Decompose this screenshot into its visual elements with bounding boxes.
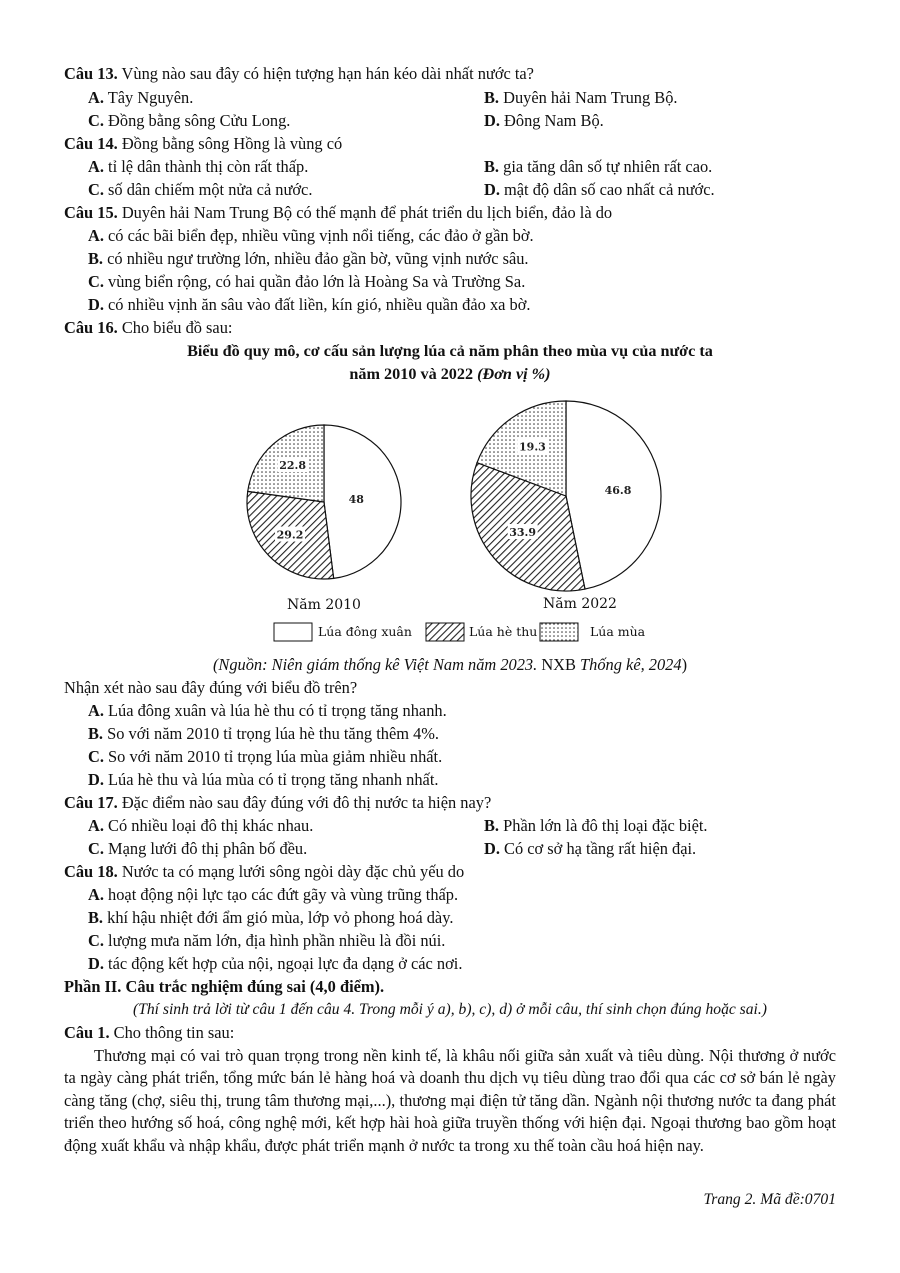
question-13-text: Vùng nào sau đây có hiện tượng hạn hán kéo dài nhất nước ta? — [117, 64, 534, 83]
legend-swatch-lua-he-thu — [426, 623, 464, 641]
pie-2022-year-label: Năm 2022 — [543, 596, 617, 612]
question-17-label: Câu 17. — [64, 793, 118, 812]
q13-option-a: A. Tây Nguyên. — [88, 88, 194, 107]
source-book: Thống kê, 2024 — [580, 655, 682, 674]
q13-option-c: C. Đồng bằng sông Cửu Long. — [88, 111, 291, 130]
chart-title-line-2 — [0, 363, 900, 386]
chart-title-years: năm 2010 và 2022 — [349, 365, 478, 383]
pie-2022-value-lua-mua: 19.3 — [519, 440, 546, 454]
q14-option-b: B. gia tăng dân số tự nhiên rất cao. — [484, 157, 713, 176]
pie-chart — [0, 390, 900, 655]
question-13 — [64, 63, 534, 86]
source-suffix: ) — [681, 655, 688, 674]
q17-option-c: C. Mạng lưới đô thị phân bố đều. — [88, 839, 308, 858]
pie-2022-value-lua-he-thu: 33.9 — [509, 526, 537, 540]
question-17-text: Đặc điểm nào sau đây đúng với đô thị nước ta hiện nay? — [117, 793, 492, 812]
chart-legend — [274, 623, 646, 641]
part-2-question-1-text: Cho thông tin sau: — [109, 1023, 235, 1042]
page-footer: Trang 2. Mã đề:0701 — [703, 1191, 836, 1208]
source-publisher: NXB — [537, 655, 581, 674]
pie-2010 — [247, 425, 401, 579]
pie-2010-year-label: Năm 2010 — [287, 597, 361, 613]
question-17 — [64, 792, 491, 815]
pie-2022-value-lua-dong-xuan: 46.8 — [604, 483, 632, 497]
q16-option-a: A. Lúa đông xuân và lúa hè thu có tỉ trọng tăng nhanh. — [88, 701, 447, 720]
question-14 — [64, 133, 342, 156]
pie-2010-value-lua-he-thu: 29.2 — [276, 528, 304, 542]
part-2-heading: Phần II. Câu trắc nghiệm đúng sai (4,0 điểm). — [64, 977, 385, 996]
question-14-label: Câu 14. — [64, 134, 118, 153]
chart-title-line-1: Biểu đồ quy mô, cơ cấu sản lượng lúa cả năm phân theo mùa vụ của nước ta — [187, 342, 713, 360]
question-14-text: Đồng bằng sông Hồng là vùng có — [117, 134, 343, 153]
q17-option-a: A. Có nhiều loại đô thị khác nhau. — [88, 816, 314, 835]
question-15-text: Duyên hải Nam Trung Bộ có thế mạnh để phát triển du lịch biển, đảo là do — [117, 203, 613, 222]
part-2-question-1-label: Câu 1. — [64, 1023, 110, 1042]
legend-swatch-lua-mua — [540, 623, 578, 641]
q18-option-a: A. hoạt động nội lực tạo các đứt gãy và vùng trũng thấp. — [88, 885, 459, 904]
question-16-label: Câu 16. — [64, 318, 118, 337]
legend-label-lua-mua: Lúa mùa — [590, 624, 646, 639]
question-18-label: Câu 18. — [64, 862, 118, 881]
chart-source — [0, 654, 900, 677]
q14-option-c: C. số dân chiếm một nửa cả nước. — [88, 180, 313, 199]
q15-option-c: C. vùng biển rộng, có hai quần đảo lớn là Hoàng Sa và Trường Sa. — [88, 272, 526, 291]
part-2-note: (Thí sinh trả lời từ câu 1 đến câu 4. Trong mỗi ý a), b), c), d) ở mỗi câu, thí sinh chọn đúng hoặc sai.) — [133, 1001, 767, 1018]
question-16 — [64, 317, 232, 340]
q16-option-c: C. So với năm 2010 tỉ trọng lúa mùa giảm nhiều nhất. — [88, 747, 443, 766]
q16-option-d: D. Lúa hè thu và lúa mùa có tỉ trọng tăng nhanh nhất. — [88, 770, 439, 789]
chart-title-unit: (Đơn vị %) — [477, 365, 551, 383]
question-18-text: Nước ta có mạng lưới sông ngòi dày đặc chủ yếu do — [117, 862, 465, 881]
legend-label-lua-dong-xuan: Lúa đông xuân — [318, 624, 412, 639]
q15-option-d: D. có nhiều vịnh ăn sâu vào đất liền, kín gió, nhiều quần đảo xa bờ. — [88, 295, 531, 314]
q16-option-b: B. So với năm 2010 tỉ trọng lúa hè thu tăng thêm 4%. — [88, 724, 440, 743]
pie-2022 — [471, 401, 661, 591]
source-prefix: (Nguồn: Niên giám thống kê Việt Nam năm 2023. — [212, 655, 538, 674]
question-18 — [64, 861, 464, 884]
q17-option-d: D. Có cơ sở hạ tầng rất hiện đại. — [484, 839, 697, 858]
question-15-label: Câu 15. — [64, 203, 118, 222]
question-16-text: Cho biểu đồ sau: — [117, 318, 233, 337]
part-2-question-1 — [64, 1022, 234, 1045]
q15-option-a: A. có các bãi biển đẹp, nhiều vũng vịnh nổi tiếng, các đảo ở gần bờ. — [88, 226, 534, 245]
q17-option-b: B. Phần lớn là đô thị loại đặc biệt. — [484, 816, 708, 835]
q18-option-c: C. lượng mưa năm lớn, địa hình phần nhiều là đồi núi. — [88, 931, 446, 950]
question-16-prompt: Nhận xét nào sau đây đúng với biểu đồ trên? — [64, 678, 358, 697]
commerce-paragraph: Thương mại có vai trò quan trọng trong nền kinh tế, là khâu nối giữa sản xuất và tiêu dùng. Nội thương ở nước ta ngày càng phát triển, tổng mức bán lẻ hàng hoá và doanh thu dịch vụ tiêu dùng trao đổi qua các cơ sở bán lẻ ngày càng tăng (chợ, siêu thị, trung tâm thương mại,...), thương mại điện tử tăng dần. Ngành nội thương nước ta đang phát triển theo hướng số hoá, công nghệ mới, kết hợp hài hoà giữa truyền thống với hiện đại. Ngoại thương bao gồm hoạt động xuất khẩu và nhập khẩu, được phát triển mạnh ở nước ta trong xu thế toàn cầu hoá hiện nay. — [64, 1046, 836, 1155]
q13-option-d: D. Đông Nam Bộ. — [484, 111, 604, 130]
q13-option-b: B. Duyên hải Nam Trung Bộ. — [484, 88, 678, 107]
q14-option-a: A. tỉ lệ dân thành thị còn rất thấp. — [88, 157, 309, 176]
legend-label-lua-he-thu: Lúa hè thu — [469, 624, 538, 639]
legend-swatch-lua-dong-xuan — [274, 623, 312, 641]
question-15 — [64, 202, 612, 225]
q14-option-d: D. mật độ dân số cao nhất cả nước. — [484, 180, 715, 199]
q18-option-d: D. tác động kết hợp của nội, ngoại lực đa dạng ở các nơi. — [88, 954, 463, 973]
q15-option-b: B. có nhiều ngư trường lớn, nhiều đảo gần bờ, vũng vịnh nước sâu. — [88, 249, 529, 268]
q18-option-b: B. khí hậu nhiệt đới ẩm gió mùa, lớp vỏ phong hoá dày. — [88, 908, 454, 927]
pie-2010-value-lua-dong-xuan: 48 — [348, 492, 364, 506]
pie-2010-value-lua-mua: 22.8 — [279, 458, 307, 472]
question-13-label: Câu 13. — [64, 64, 118, 83]
